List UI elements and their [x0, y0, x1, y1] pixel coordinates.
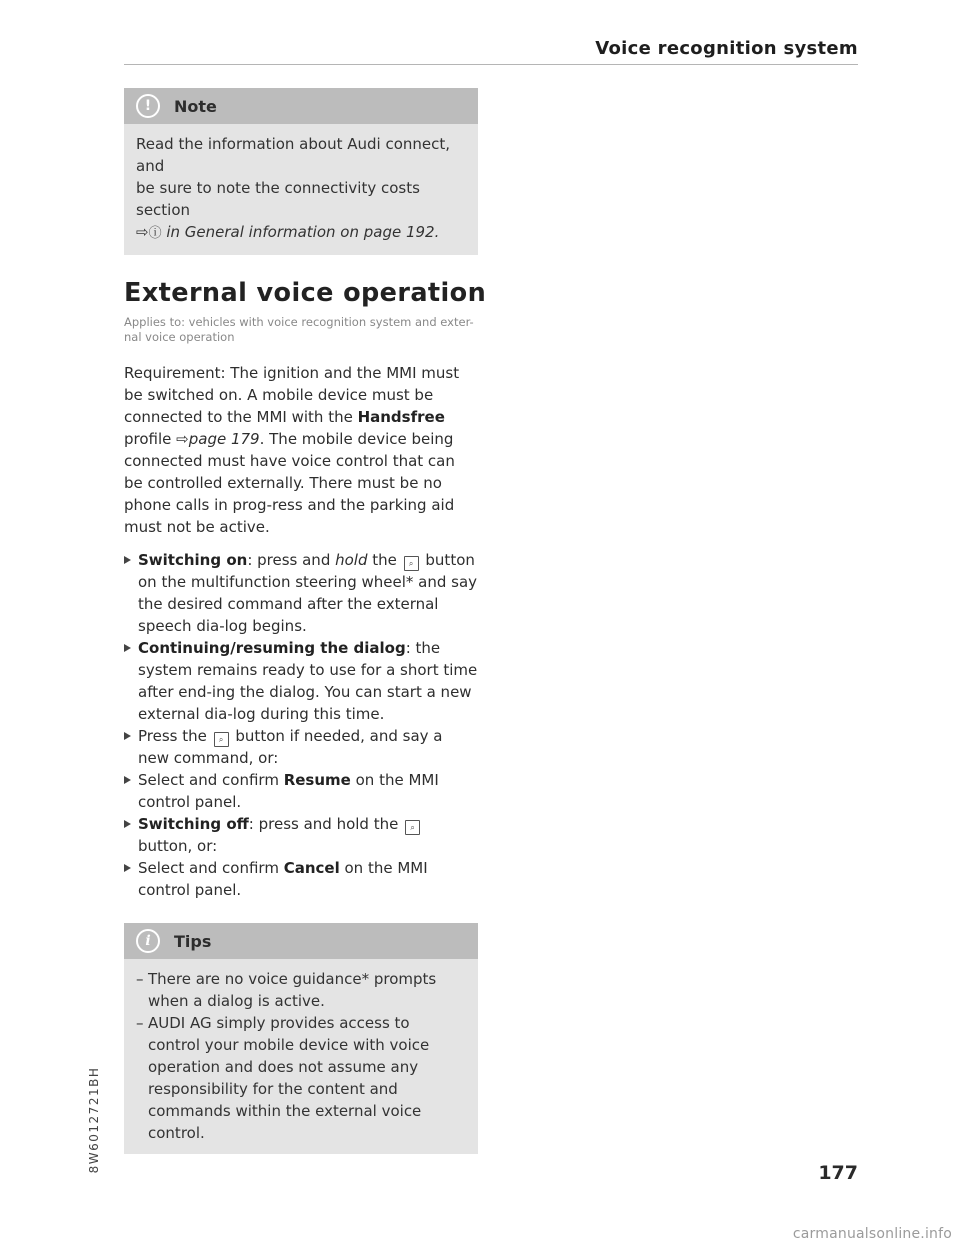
page-ref-link[interactable]: page 179	[188, 430, 260, 448]
step-term: Cancel	[283, 859, 340, 877]
step-emphasis: hold	[335, 551, 368, 569]
header-divider	[124, 64, 858, 65]
step-text: Select and confirm	[138, 859, 284, 877]
arrow-right-icon: ⇨	[136, 223, 149, 241]
step-cancel	[124, 857, 478, 901]
step-term: Switching on	[138, 551, 248, 569]
step-switching-off	[124, 813, 478, 857]
dash-bullet: –	[136, 970, 144, 988]
tips-list	[136, 968, 466, 1144]
running-header-title: Voice recognition system	[595, 38, 858, 59]
requirement-text-3: . The mobile device being connected must have voice control that can be controlled externally. There must be no phone calls in prog-ress and the parking aid must not be active.	[124, 430, 455, 536]
requirement-text-2: profile	[124, 430, 177, 448]
step-text: Select and confirm	[138, 771, 284, 789]
voice-button-icon: ⌕	[214, 732, 229, 747]
tips-body	[124, 959, 478, 1154]
step-term: Resume	[283, 771, 351, 789]
step-text: the	[367, 551, 402, 569]
tips-label: Tips	[174, 931, 212, 951]
bullet-triangle-icon	[124, 776, 131, 784]
caution-ref-icon: ⓘ	[148, 226, 162, 241]
step-press-button	[124, 725, 478, 769]
step-text: : the system remains ready to use for a short time after end-ing the dialog. You can start a new external dia-log during this time.	[138, 639, 478, 723]
step-text: on the MMI control panel.	[138, 859, 428, 899]
note-box	[124, 88, 478, 255]
note-header	[124, 88, 478, 124]
bullet-triangle-icon	[124, 732, 131, 740]
note-xref-text[interactable]: in General information on page 192.	[161, 223, 440, 241]
arrow-right-icon: ⇨	[176, 430, 189, 448]
step-text: button on the multifunction steering wheel* and say the desired command after the external speech dia-log begins.	[138, 551, 478, 635]
applies-line-1: Applies to: vehicles with voice recognition system and exter-	[124, 315, 474, 329]
tip-item	[136, 1012, 466, 1144]
info-circle-icon: i	[136, 929, 160, 953]
steps-list	[124, 549, 478, 901]
applies-to-note	[124, 315, 478, 345]
document-code	[84, 1060, 104, 1180]
step-switching-on	[124, 549, 478, 637]
step-text: : press and	[247, 551, 336, 569]
dash-bullet: –	[136, 1014, 144, 1032]
section-title: External voice operation	[124, 278, 487, 308]
applies-line-2: nal voice operation	[124, 330, 235, 344]
voice-button-icon: ⌕	[404, 556, 419, 571]
exclamation-circle-icon: !	[136, 94, 160, 118]
step-term: Continuing/resuming the dialog	[138, 639, 406, 657]
step-text: on the MMI control panel.	[138, 771, 439, 811]
voice-button-icon: ⌕	[405, 820, 420, 835]
tip-text: AUDI AG simply provides access to control your mobile device with voice operation and does not assume any responsibility for the content and commands within the external voice control.	[148, 1014, 430, 1142]
bullet-triangle-icon	[124, 556, 131, 564]
requirement-paragraph	[124, 362, 478, 538]
tips-header	[124, 923, 478, 959]
page-number: 177	[818, 1162, 858, 1184]
note-label: Note	[174, 96, 217, 116]
watermark: carmanualsonline.info	[792, 1226, 952, 1242]
main-column	[124, 88, 487, 1154]
bullet-triangle-icon	[124, 864, 131, 872]
step-term: Switching off	[138, 815, 249, 833]
handsfree-term: Handsfree	[357, 408, 445, 426]
step-text: button, or:	[138, 837, 218, 855]
step-resume	[124, 769, 478, 813]
note-body	[124, 124, 478, 255]
bullet-triangle-icon	[124, 820, 131, 828]
document-code-text: 8W6012721BH	[87, 1066, 101, 1174]
note-xref	[136, 221, 466, 245]
step-text: Press the	[138, 727, 212, 745]
tip-item	[136, 968, 466, 1012]
step-text: : press and hold the	[248, 815, 404, 833]
step-text: button if needed, and say a new command, or:	[138, 727, 443, 767]
requirement-text-1: Requirement: The ignition and the MMI must be switched on. A mobile device must be connected to the MMI with the	[124, 364, 460, 426]
step-continuing	[124, 637, 478, 725]
bullet-triangle-icon	[124, 644, 131, 652]
note-line-1: Read the information about Audi connect, and	[136, 135, 451, 175]
tip-text: There are no voice guidance* prompts when a dialog is active.	[148, 970, 437, 1010]
note-line-2: be sure to note the connectivity costs section	[136, 179, 420, 219]
tips-box	[124, 923, 478, 1154]
